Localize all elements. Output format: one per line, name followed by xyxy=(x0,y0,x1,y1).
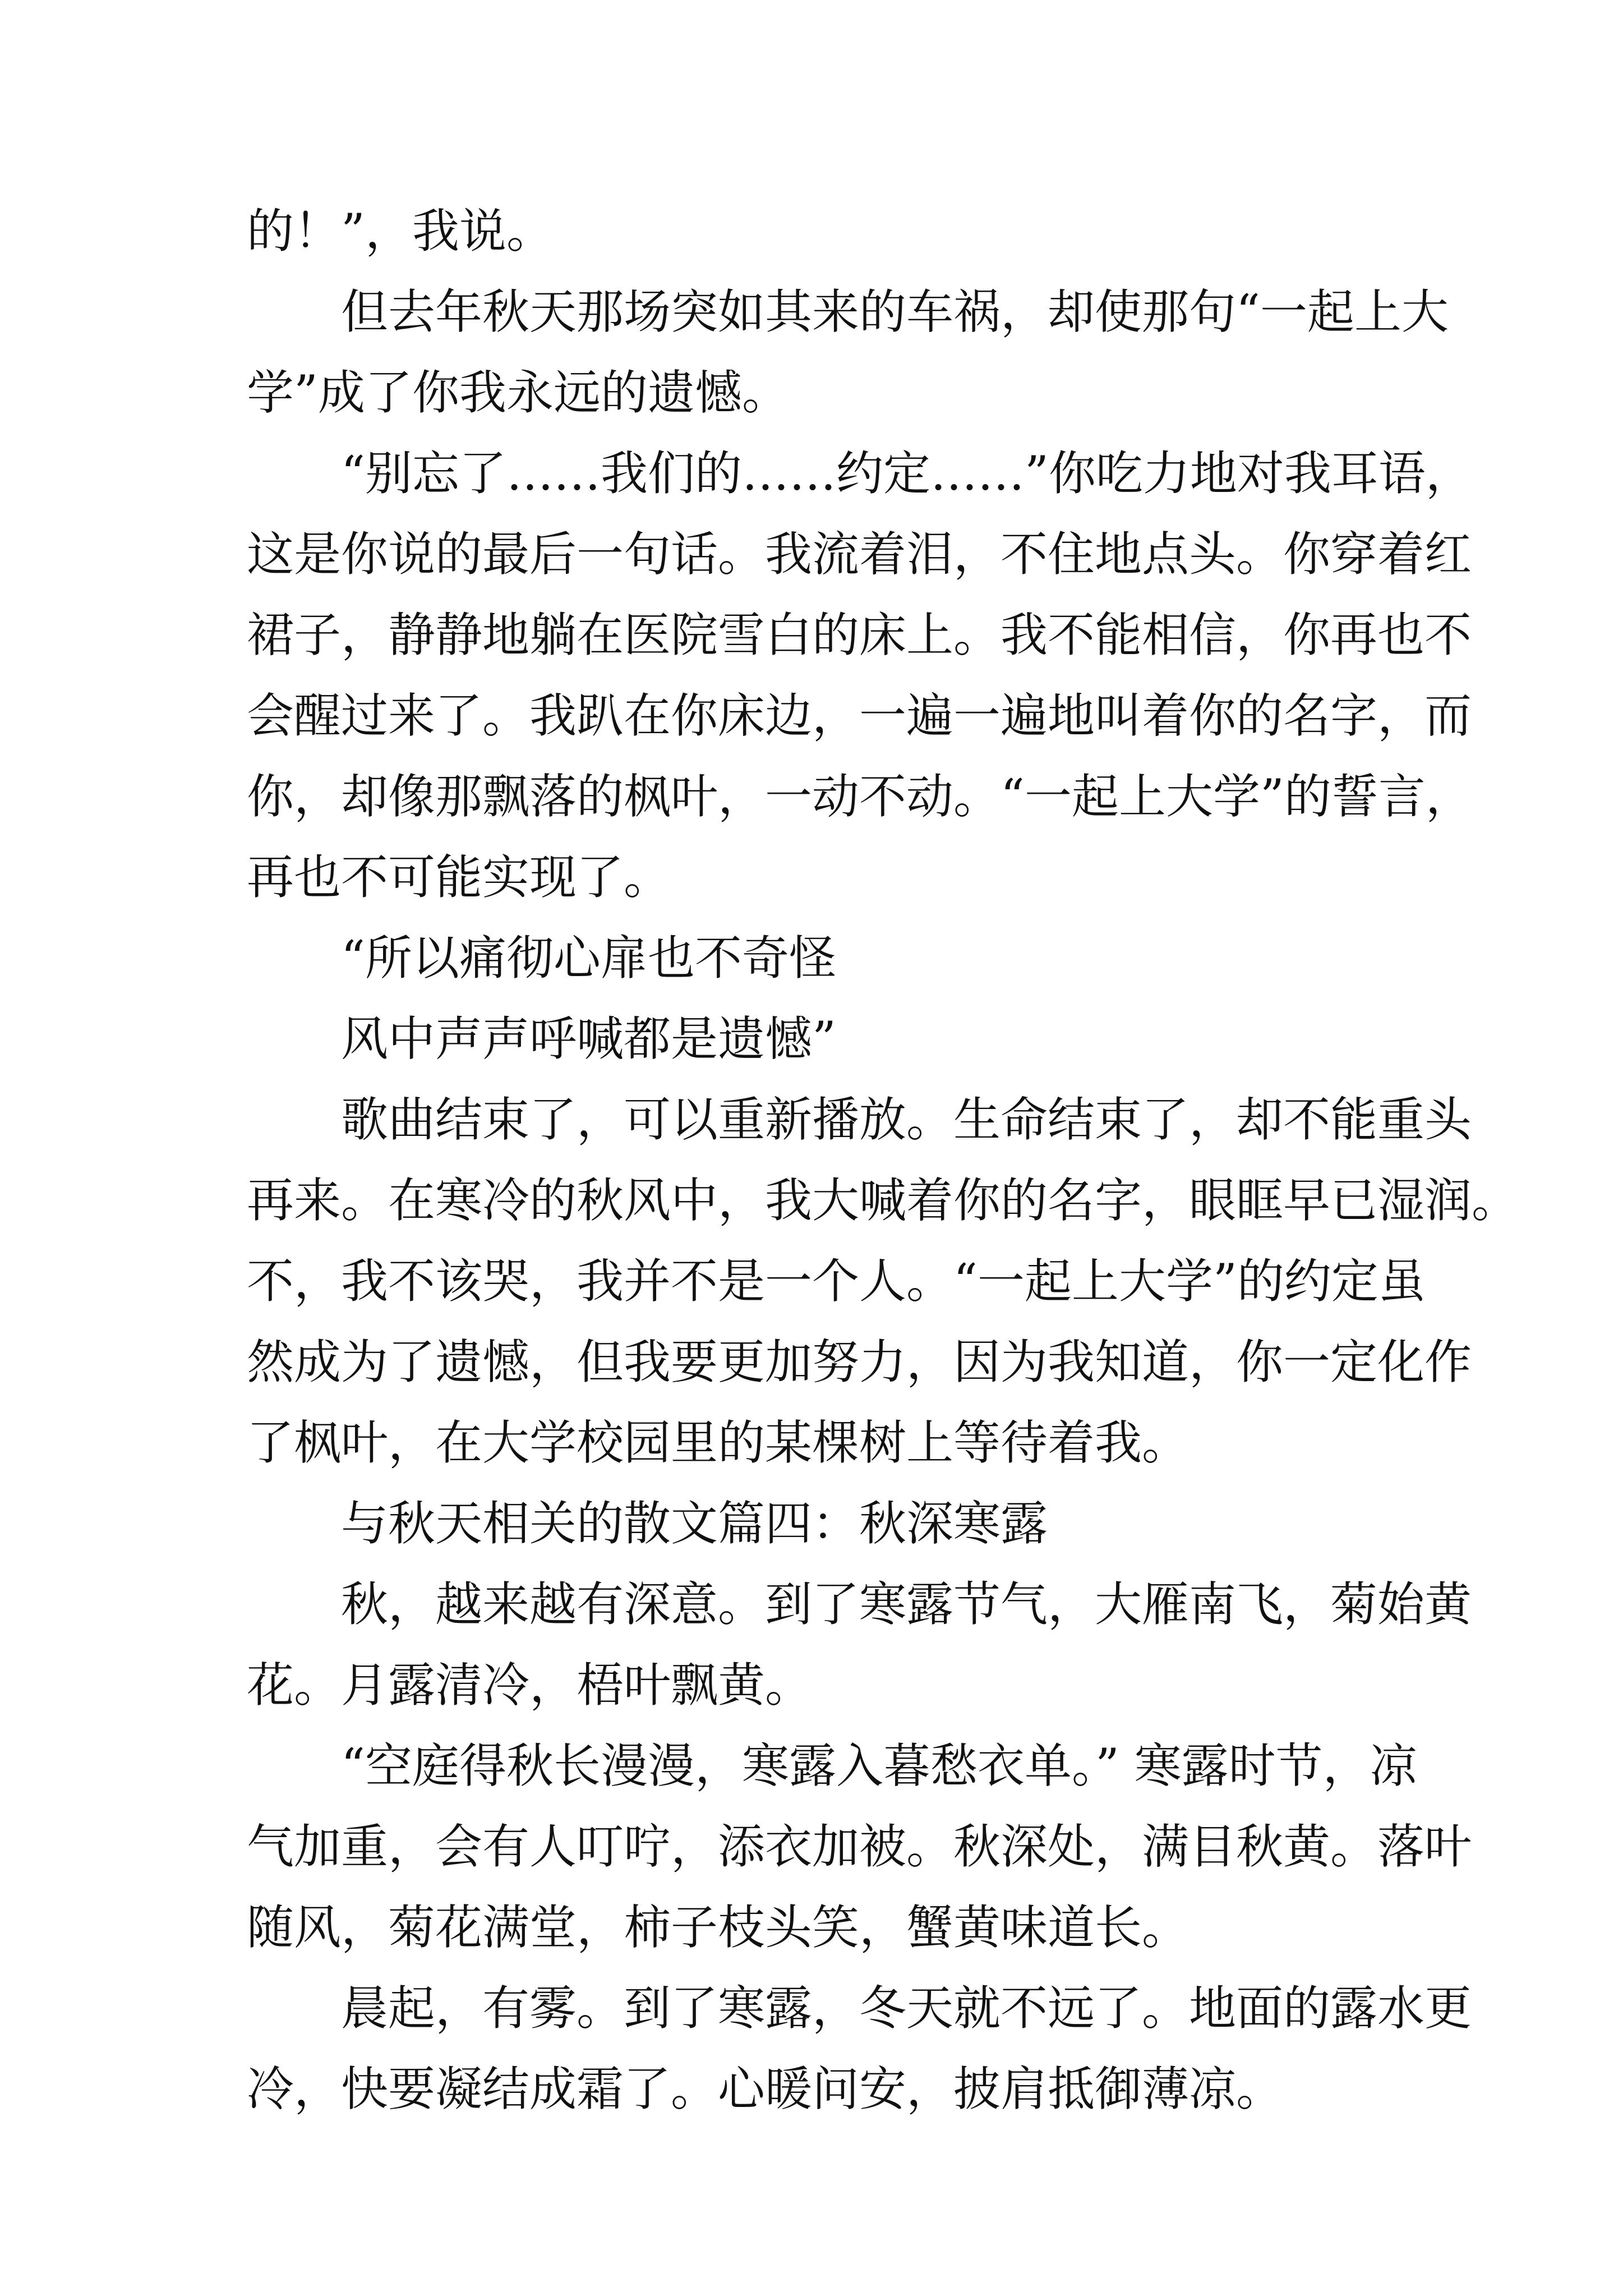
text-line: 秋，越来越有深意。到了寒露节气，大雁南飞，菊始黄 xyxy=(341,1577,1472,1632)
document-body xyxy=(247,191,1519,2129)
text-line: 不，我不该哭，我并不是一个人。“一起上大学”的约定虽 xyxy=(247,1254,1426,1309)
text-line: 随风，菊花满堂，柿子枝头笑，蟹黄味道长。 xyxy=(247,1900,1189,1955)
section-heading: 与秋天相关的散文篇四：秋深寒露 xyxy=(341,1496,1048,1551)
text-line: 风中声声呼喊都是遗憾” xyxy=(341,1011,836,1066)
text-line: 歌曲结束了，可以重新播放。生命结束了，却不能重头 xyxy=(341,1092,1472,1147)
text-line: 然成为了遗憾，但我要更加努力，因为我知道，你一定化作 xyxy=(247,1335,1472,1389)
text-line: 再来。在寒冷的秋风中，我大喊着你的名字，眼眶早已湿润。 xyxy=(247,1173,1519,1228)
text-line: 这是你说的最后一句话。我流着泪，不住地点头。你穿着红 xyxy=(247,527,1472,582)
text-line: 你，却像那飘落的枫叶，一动不动。“一起上大学”的誓言， xyxy=(247,769,1473,824)
text-line: 的！”，我说。 xyxy=(247,204,554,259)
text-line: “所以痛彻心扉也不奇怪 xyxy=(341,931,836,986)
text-line: 学”成了你我永远的遗憾。 xyxy=(247,365,789,420)
text-line: 但去年秋天那场突如其来的车祸，却使那句“一起上大 xyxy=(341,284,1449,339)
text-line: “空庭得秋长漫漫，寒露入暮愁衣单。” 寒露时节，凉 xyxy=(341,1738,1417,1793)
text-line: 气加重，会有人叮咛，添衣加被。秋深处，满目秋黄。落叶 xyxy=(247,1819,1472,1874)
text-line: 冷，快要凝结成霜了。心暖问安，披肩抵御薄凉。 xyxy=(247,2062,1284,2116)
text-line: 会醒过来了。我趴在你床边，一遍一遍地叫着你的名字，而 xyxy=(247,688,1472,743)
text-line: 裙子，静静地躺在医院雪白的床上。我不能相信，你再也不 xyxy=(247,608,1472,662)
text-line: “别忘了……我们的……约定……”你吃力地对我耳语， xyxy=(341,446,1473,501)
text-line: 了枫叶，在大学校园里的某棵树上等待着我。 xyxy=(247,1415,1189,1470)
text-line: 花。月露清冷，梧叶飘黄。 xyxy=(247,1658,813,1713)
text-line: 再也不可能实现了。 xyxy=(247,850,671,905)
text-line: 晨起，有雾。到了寒露，冬天就不远了。地面的露水更 xyxy=(341,1981,1472,2036)
